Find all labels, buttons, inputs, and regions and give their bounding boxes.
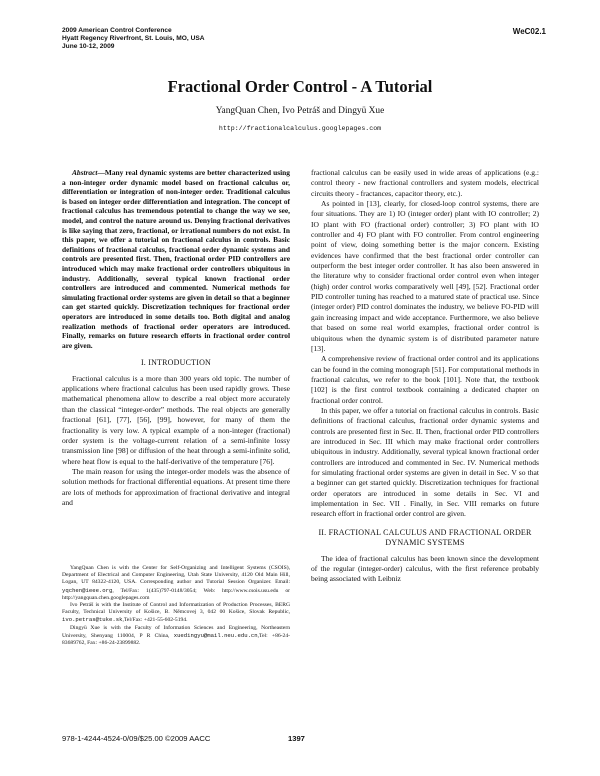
section-heading-fractional-calculus: II. FRACTIONAL CALCULUS AND FRACTIONAL ORDER DYNAMIC SYSTEMS [318, 527, 532, 548]
page-number: 1397 [288, 734, 305, 743]
abstract-text: —Many real dynamic systems are better characterized using a non-integer order dynamic model based on fractional calculus or, differentiation or integration of non-integer order. Traditional calculus is based on integer order differentiation and integration. The concept of fractional calculus has tremendous potential to change the way we see, model, and control the nature around us. Denying fractional derivatives is like saying that zero, fractional, or irrational numbers do not exist. In this paper, we offer a tutorial on fractional calculus in controls. Basic definitions of fractional calculus, fractional order dynamic systems and controls are presented first. Then, fractional order PID controllers are introduced which may make fractional order controllers ubiquitous in industry. Additionally, several typical known fractional order controllers are introduced and commented. Numerical methods for simulating fractional order systems are given in detail so that a beginner can get started quickly. Discretization techniques for fractional order operators are introduced in some details too. Both digital and analog realization methods of fractional order operators are introduced. Finally, remarks on future research efforts in fractional order control are given. [62, 168, 290, 350]
conference-venue: Hyatt Regency Riverfront, St. Louis, MO, USA [62, 35, 205, 42]
footnote-petras: Ivo Petráš is with the Institute of Control and Informatization of Production Processes, BERG Faculty, Technical University of Košice, B. Němcovej 3, 042 00 Košice, Slovak Republic, ivo.petras@tuke.sk,Tel/Fax: +421-55-602-5194. [62, 602, 290, 624]
isbn-copyright: 978-1-4244-4524-0/09/$25.00 ©2009 AACC [62, 734, 211, 743]
email-chen[interactable]: yqchen@ieee.org [62, 586, 113, 594]
intro-paragraph-2: The main reason for using the integer-order models was the absence of solution methods for fractional differential equations. At present time there are lots of methods for approximation of fractional derivative and integral and [62, 466, 290, 507]
abstract [62, 168, 290, 350]
section-heading-introduction: I. INTRODUCTION [140, 358, 212, 368]
right-paragraph-4: In this paper, we offer a tutorial on fractional calculus in controls. Basic definitions of fractional calculus, fractional order dynamic systems and controls are presented first in Sec. II. Then, fractional order PID controllers are introduced in Sec. III which may make fractional order controllers ubiquitous in industry. Additionally, several typical known fractional order controllers are introduced and commented in Sec. IV. Numerical methods for simulating fractional order systems are given in detail in Sec. V so that a beginner can get started quickly. Discretization techniques for fractional order operators are introduced in some details in Sec. VI and implementation in Sec. VII . Finally, in Sec. VIII remarks on future research effort in fractional order control are given. [311, 405, 539, 519]
right-paragraph-2: As pointed in [13], clearly, for closed-loop control systems, there are four situations. They are 1) IO (integer order) plant with IO controller; 2) IO plant with FO (fractional order) controller; 3) FO plant with IO controller and 4) FO plant with FO controller. From control engineering point of view, doing something better is the major concern. Existing evidences have confirmed that the best fractional order controller can outperform the best integer order controller. It has also been answered in the literature why to consider fractional order control even when integer (high) order control works comparatively well [49], [52]. Fractional order PID controller tuning has reached to a matured state of practical use. Since (integer order) PID control dominates the industry, we believe FO-PID will gain increasing impact and wide acceptance. Furthermore, we also believe that based on some real world examples, fractional order control is ubiquitous when the dynamic system is of distributed parameter nature [13]. [311, 199, 539, 353]
email-petras[interactable]: ivo.petras@tuke.sk [62, 616, 123, 624]
conference-name: 2009 American Control Conference [62, 27, 172, 34]
right-paragraph-3: A comprehensive review of fractional order control and its applications can be found in the coming monograph [51]. For computational methods in fractional calculus, we refer to the book [101]. Note that, the textbook [102] is the first control textbook containing a dedicated chapter on fractional order control. [311, 354, 539, 405]
right-column [311, 168, 539, 585]
paper-title: Fractional Order Control - A Tutorial [167, 77, 433, 96]
intro-paragraph-1: Fractional calculus is a more than 300 years old topic. The number of applications where fractional calculus has been used rapidly grows. These mathematical phenomena allow to describe a real object more accurately than the classical “integer-order” methods. The real objects are generally fractional [61], [77], [56], [99], however, for many of them the fractionality is very low. A typical example of a non-integer (fractional) order system is the voltage-current relation of a semi-infinite lossy transmission line [98] or diffusion of the heat through a semi-infinite solid, where heat flow is equal to the half-derivative of the temperature [76]. [62, 373, 290, 466]
conference-dates: June 10-12, 2009 [62, 43, 115, 50]
right-paragraph-5: The idea of fractional calculus has been known since the development of the regular (integer-order) calculus, with the first reference probably being associated with Leibniz [311, 553, 539, 584]
paper-authors: YangQuan Chen, Ivo Petráš and Dingyü Xue [215, 106, 385, 116]
footnote-xue: Dingyü Xue is with the Faculty of Information Sciences and Engineering, Northeastern University, Shenyang 110004, P R China, xuedingyu@mail.neu.edu.cn,Tel: +86-24-83689762, Fax: +86-24-23899882. [62, 624, 290, 647]
abstract-label: Abstract [72, 168, 98, 177]
paper-url[interactable]: http://fractionalcalculus.googlepages.com [218, 125, 382, 132]
session-code: WeC02.1 [512, 27, 546, 36]
left-column [62, 168, 290, 508]
right-paragraph-1: fractional calculus can be easily used in wide areas of applications (e.g.: control theory - new fractional controllers and system models, electrical circuits theory - fractances, capacitor theory, etc.). [311, 168, 539, 198]
conference-header [62, 27, 205, 51]
author-footnotes [62, 565, 290, 647]
email-xue[interactable]: xuedingyu@mail.neu.edu.cn [173, 631, 258, 639]
footnote-chen: YangQuan Chen is with the Center for Self-Organizing and Intelligent Systems (CSOIS), Department of Electrical and Computer Engineering, Utah State University, 4120 Old Main Hill, Logan, UT 84322-4120, USA. Corresponding author and Tutorial Session Organizer. Email: yqchen@ieee.org, Tel/Fax: 1(435)797-0148/3054; Web: http://www.csois.usu.edu or http://yangquan.chen.googlepages.com [62, 565, 290, 601]
